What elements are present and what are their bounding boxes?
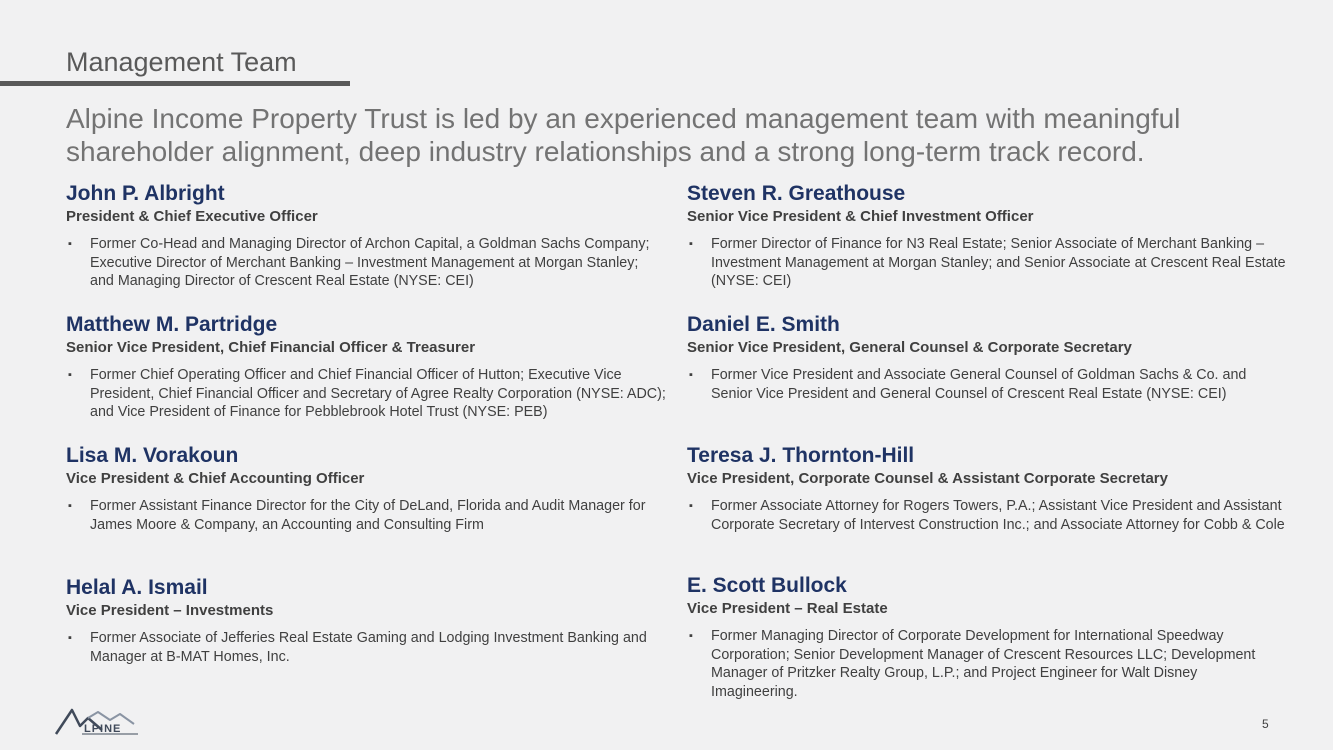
headline: Alpine Income Property Trust is led by an experienced management team with meaningful shareholder alignment, deep industry relationships and a strong long-term track record. xyxy=(66,103,1181,167)
title-underline xyxy=(0,81,350,86)
bullet-icon: ▪ xyxy=(689,500,693,512)
member-bio-item xyxy=(66,629,666,666)
member-bio-text: Former Vice President and Associate General Counsel of Goldman Sachs & Co. and Senior Vice President and General Counsel of Crescent Real Estate (NYSE: CEI) xyxy=(711,367,1247,402)
member-bio-list xyxy=(687,627,1287,701)
bullet-icon: ▪ xyxy=(68,238,72,250)
member-bio-item xyxy=(687,497,1287,534)
member-steven-greathouse xyxy=(687,181,1287,291)
member-john-albright xyxy=(66,181,666,291)
member-helal-ismail xyxy=(66,575,666,666)
member-role: Senior Vice President, Chief Financial Officer & Treasurer xyxy=(66,339,476,356)
member-bio-item xyxy=(66,366,666,422)
member-name: Steven R. Greathouse xyxy=(687,182,906,205)
page-number: 5 xyxy=(1262,717,1269,731)
member-bio-item xyxy=(66,497,666,534)
member-bio-text: Former Co-Head and Managing Director of Archon Capital, a Goldman Sachs Company; Executive Director of Merchant Banking – Investment Management at Morgan Stanley; and Managing Director of Crescent Real Estate (NYSE: CEI) xyxy=(90,236,650,289)
member-bio-list xyxy=(66,235,666,291)
member-name: Matthew M. Partridge xyxy=(66,313,278,336)
member-role: President & Chief Executive Officer xyxy=(66,208,318,225)
bullet-icon: ▪ xyxy=(68,632,72,644)
bullet-icon: ▪ xyxy=(68,369,72,381)
member-bio-text: Former Assistant Finance Director for the City of DeLand, Florida and Audit Manager for James Moore & Company, an Accounting and Consulting Firm xyxy=(90,498,646,533)
bullet-icon: ▪ xyxy=(689,630,693,642)
member-bio-list xyxy=(687,235,1287,291)
member-role: Vice President, Corporate Counsel & Assistant Corporate Secretary xyxy=(687,470,1168,487)
member-bio-text: Former Director of Finance for N3 Real Estate; Senior Associate of Merchant Banking – Investment Management at Morgan Stanley; and Senior Associate at Crescent Real Estate (NYSE: CEI) xyxy=(711,236,1286,289)
member-lisa-vorakoun xyxy=(66,443,666,534)
member-name: Helal A. Ismail xyxy=(66,576,208,599)
member-bio-text: Former Associate of Jefferies Real Estate Gaming and Lodging Investment Banking and Manager at B-MAT Homes, Inc. xyxy=(90,630,647,665)
member-bio-item xyxy=(66,235,666,291)
section-title: Management Team xyxy=(66,47,297,77)
member-name: Teresa J. Thornton-Hill xyxy=(687,444,915,467)
member-bio-item xyxy=(687,627,1287,701)
member-name: Daniel E. Smith xyxy=(687,313,840,336)
member-daniel-smith xyxy=(687,312,1287,403)
member-role: Vice President – Investments xyxy=(66,602,274,619)
alpine-logo xyxy=(54,704,140,738)
member-role: Senior Vice President, General Counsel & Corporate Secretary xyxy=(687,339,1132,356)
member-scott-bullock xyxy=(687,573,1287,701)
member-role: Vice President & Chief Accounting Officer xyxy=(66,470,365,487)
member-name: Lisa M. Vorakoun xyxy=(66,444,239,467)
member-bio-list xyxy=(66,366,666,422)
member-role: Vice President – Real Estate xyxy=(687,600,888,617)
bullet-icon: ▪ xyxy=(689,238,693,250)
bullet-icon: ▪ xyxy=(689,369,693,381)
member-role: Senior Vice President & Chief Investment Officer xyxy=(687,208,1034,225)
member-bio-text: Former Managing Director of Corporate Development for International Speedway Corporation; Senior Development Manager of Crescent Resources LLC; Development Manager of Pritzker Realty Group, L.P.; and Project Engineer for Walt Disney Imagineering. xyxy=(711,628,1256,700)
member-bio-list xyxy=(66,497,666,534)
logo-wordmark: LPINE xyxy=(84,723,122,735)
member-bio-item xyxy=(687,366,1287,403)
member-teresa-thornton-hill xyxy=(687,443,1287,534)
member-bio-text: Former Chief Operating Officer and Chief Financial Officer of Hutton; Executive Vice President, Chief Financial Officer and Secretary of Agree Realty Corporation (NYSE: ADC); and Vice President of Finance for Pebblebrook Hotel Trust (NYSE: PEB) xyxy=(90,367,666,420)
alpine-mountain-logo-icon xyxy=(54,704,140,738)
bullet-icon: ▪ xyxy=(68,500,72,512)
member-bio-list xyxy=(687,497,1287,534)
member-bio-text: Former Associate Attorney for Rogers Towers, P.A.; Assistant Vice President and Assistant Corporate Secretary of Intervest Construction Inc.; and Associate Attorney for Cobb & Cole xyxy=(711,498,1285,533)
member-matthew-partridge xyxy=(66,312,666,422)
member-bio-item xyxy=(687,235,1287,291)
member-bio-list xyxy=(66,629,666,666)
member-name: John P. Albright xyxy=(66,182,225,205)
member-bio-list xyxy=(687,366,1287,403)
member-name: E. Scott Bullock xyxy=(687,574,847,597)
